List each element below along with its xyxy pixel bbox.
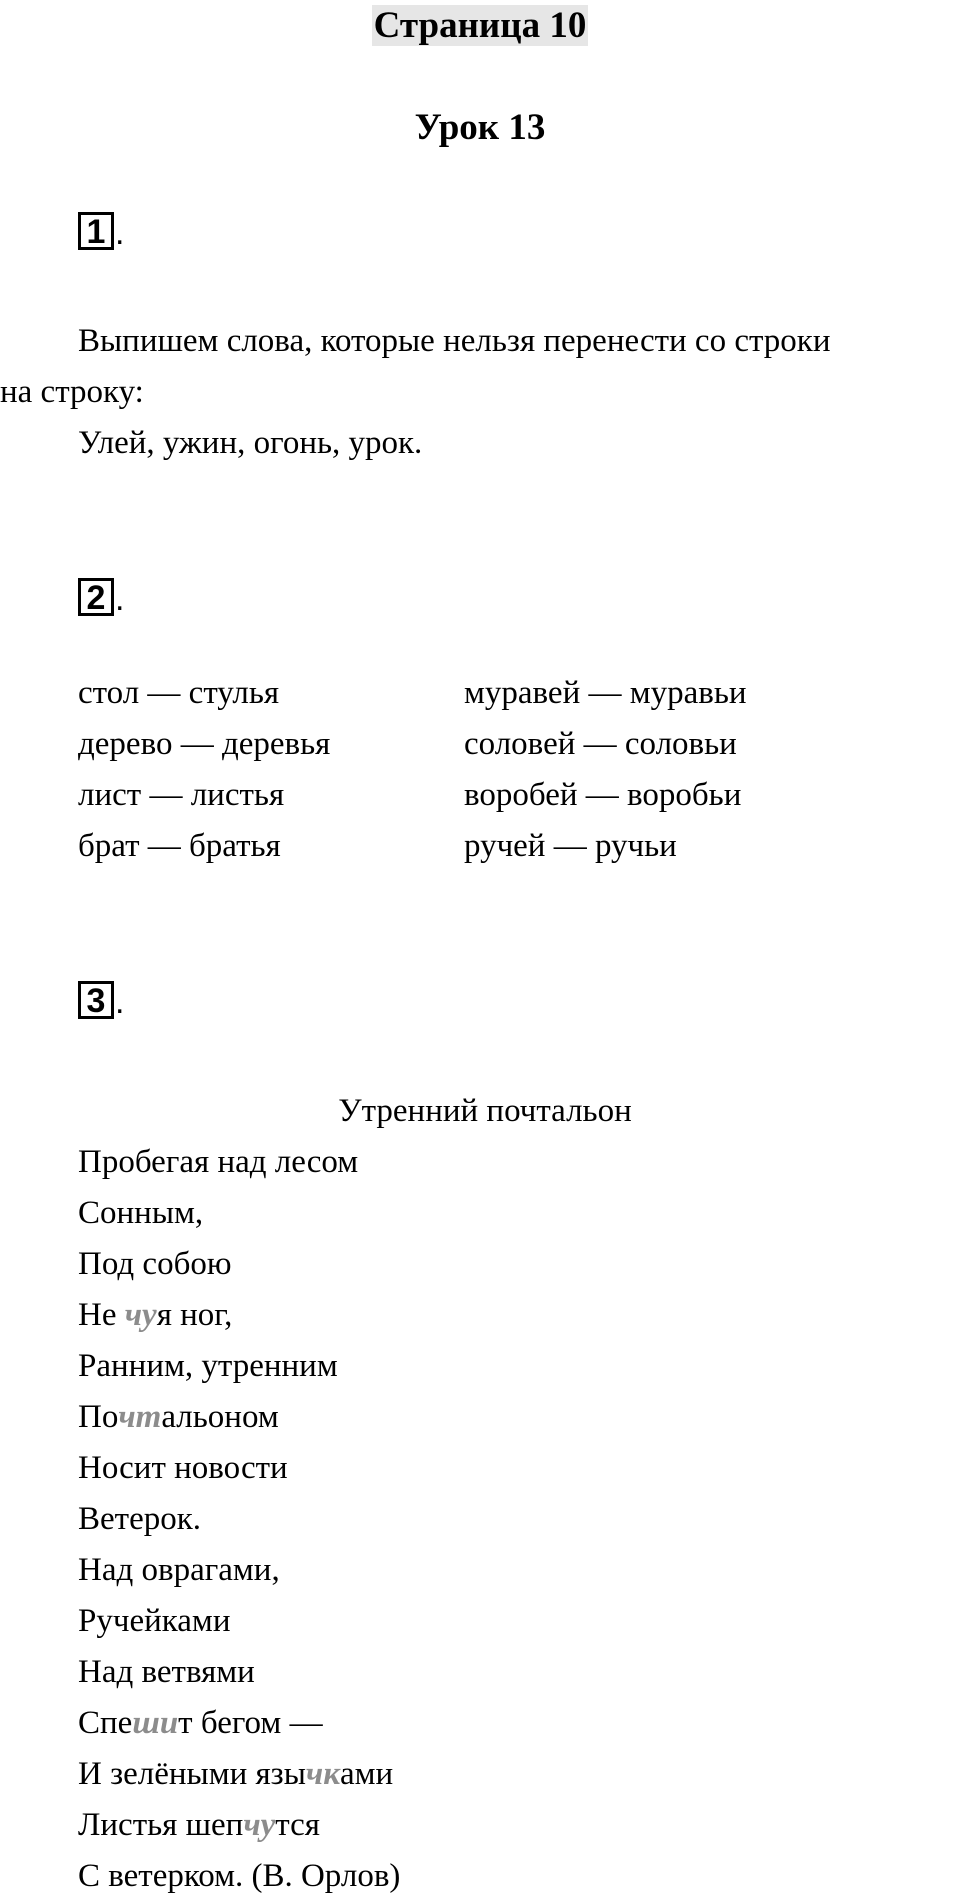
poem-line	[78, 1698, 400, 1749]
poem-line-text: Над оврагами,	[78, 1552, 280, 1588]
word-pair: лист — листья	[78, 777, 285, 813]
lesson-title: Урок 13	[414, 107, 546, 148]
page-title	[0, 2, 960, 50]
poem-line-text: По	[78, 1399, 119, 1435]
poem-line-text: Над ветвями	[78, 1654, 255, 1690]
poem-line-text: т бегом —	[178, 1705, 323, 1741]
poem-line-text: Ветерок.	[78, 1501, 202, 1537]
task-1-answer: Улей, ужин, огонь, урок.	[78, 425, 423, 461]
highlighted-letters: ши	[132, 1705, 179, 1741]
poem-line-text: Ранним, утренним	[78, 1348, 338, 1384]
poem-line	[78, 1188, 400, 1239]
poem-line	[78, 1392, 400, 1443]
task-2-right-column	[464, 668, 747, 872]
poem-line	[78, 1596, 400, 1647]
poem-line-text: тся	[275, 1807, 320, 1843]
task-1-number-dot: .	[115, 214, 125, 252]
task-3-number-dot: .	[115, 983, 125, 1021]
task-2-number-dot: .	[115, 580, 125, 618]
poem-line-text: я ног,	[156, 1297, 233, 1333]
task-1-number	[78, 212, 124, 250]
poem-line-text: Не	[78, 1297, 125, 1333]
poem-line	[78, 1290, 400, 1341]
word-pair: ручей — ручьи	[464, 828, 677, 864]
poem-line-text: И зелёными язы	[78, 1756, 306, 1792]
poem-line-text: С ветерком. (В. Орлов)	[78, 1858, 401, 1894]
word-pair: дерево — деревья	[78, 726, 331, 762]
task-3-number	[78, 981, 124, 1019]
highlighted-letters: чт	[118, 1399, 162, 1435]
poem-line-text: Сонным,	[78, 1195, 204, 1231]
poem-line	[78, 1137, 400, 1188]
poem-line-text: Ручейками	[78, 1603, 231, 1639]
task-3-number-box: 3	[78, 981, 114, 1019]
word-pair: соловей — соловьи	[464, 726, 737, 762]
poem	[78, 1137, 400, 1902]
poem-line-text: Спе	[78, 1705, 133, 1741]
word-pair: брат — братья	[78, 828, 281, 864]
poem-line-text: Пробегая над лесом	[78, 1144, 359, 1180]
poem-line	[78, 1851, 400, 1902]
task-2-number	[78, 578, 124, 616]
highlighted-letters: чу	[243, 1807, 276, 1843]
poem-line-text: альоном	[161, 1399, 279, 1435]
word-pair: воробей — воробьи	[464, 777, 742, 813]
poem-line	[78, 1443, 400, 1494]
task-2-left-column	[78, 668, 330, 872]
task-1-intro-line-2: на строку:	[0, 374, 144, 410]
poem-line-text: Под собою	[78, 1246, 232, 1282]
poem-line	[78, 1239, 400, 1290]
highlighted-letters: чу	[124, 1297, 157, 1333]
poem-line	[78, 1341, 400, 1392]
poem-line	[78, 1749, 400, 1800]
word-pair: муравей — муравьи	[464, 675, 747, 711]
poem-line	[78, 1494, 400, 1545]
poem-line	[78, 1545, 400, 1596]
poem-line	[78, 1800, 400, 1851]
poem-line-text: Носит новости	[78, 1450, 288, 1486]
task-1-number-box: 1	[78, 212, 114, 250]
task-1-intro-line-1: Выпишем слова, которые нельзя перенести со строки	[78, 323, 831, 359]
poem-title: Утренний почтальон	[338, 1093, 632, 1129]
poem-line-text: Листья шеп	[78, 1807, 244, 1843]
poem-line	[78, 1647, 400, 1698]
task-2-number-box: 2	[78, 578, 114, 616]
poem-line-text: ами	[339, 1756, 394, 1792]
page-title-text: Страница 10	[373, 5, 587, 46]
word-pair: стол — стулья	[78, 675, 280, 711]
highlighted-letters: чк	[305, 1756, 340, 1792]
